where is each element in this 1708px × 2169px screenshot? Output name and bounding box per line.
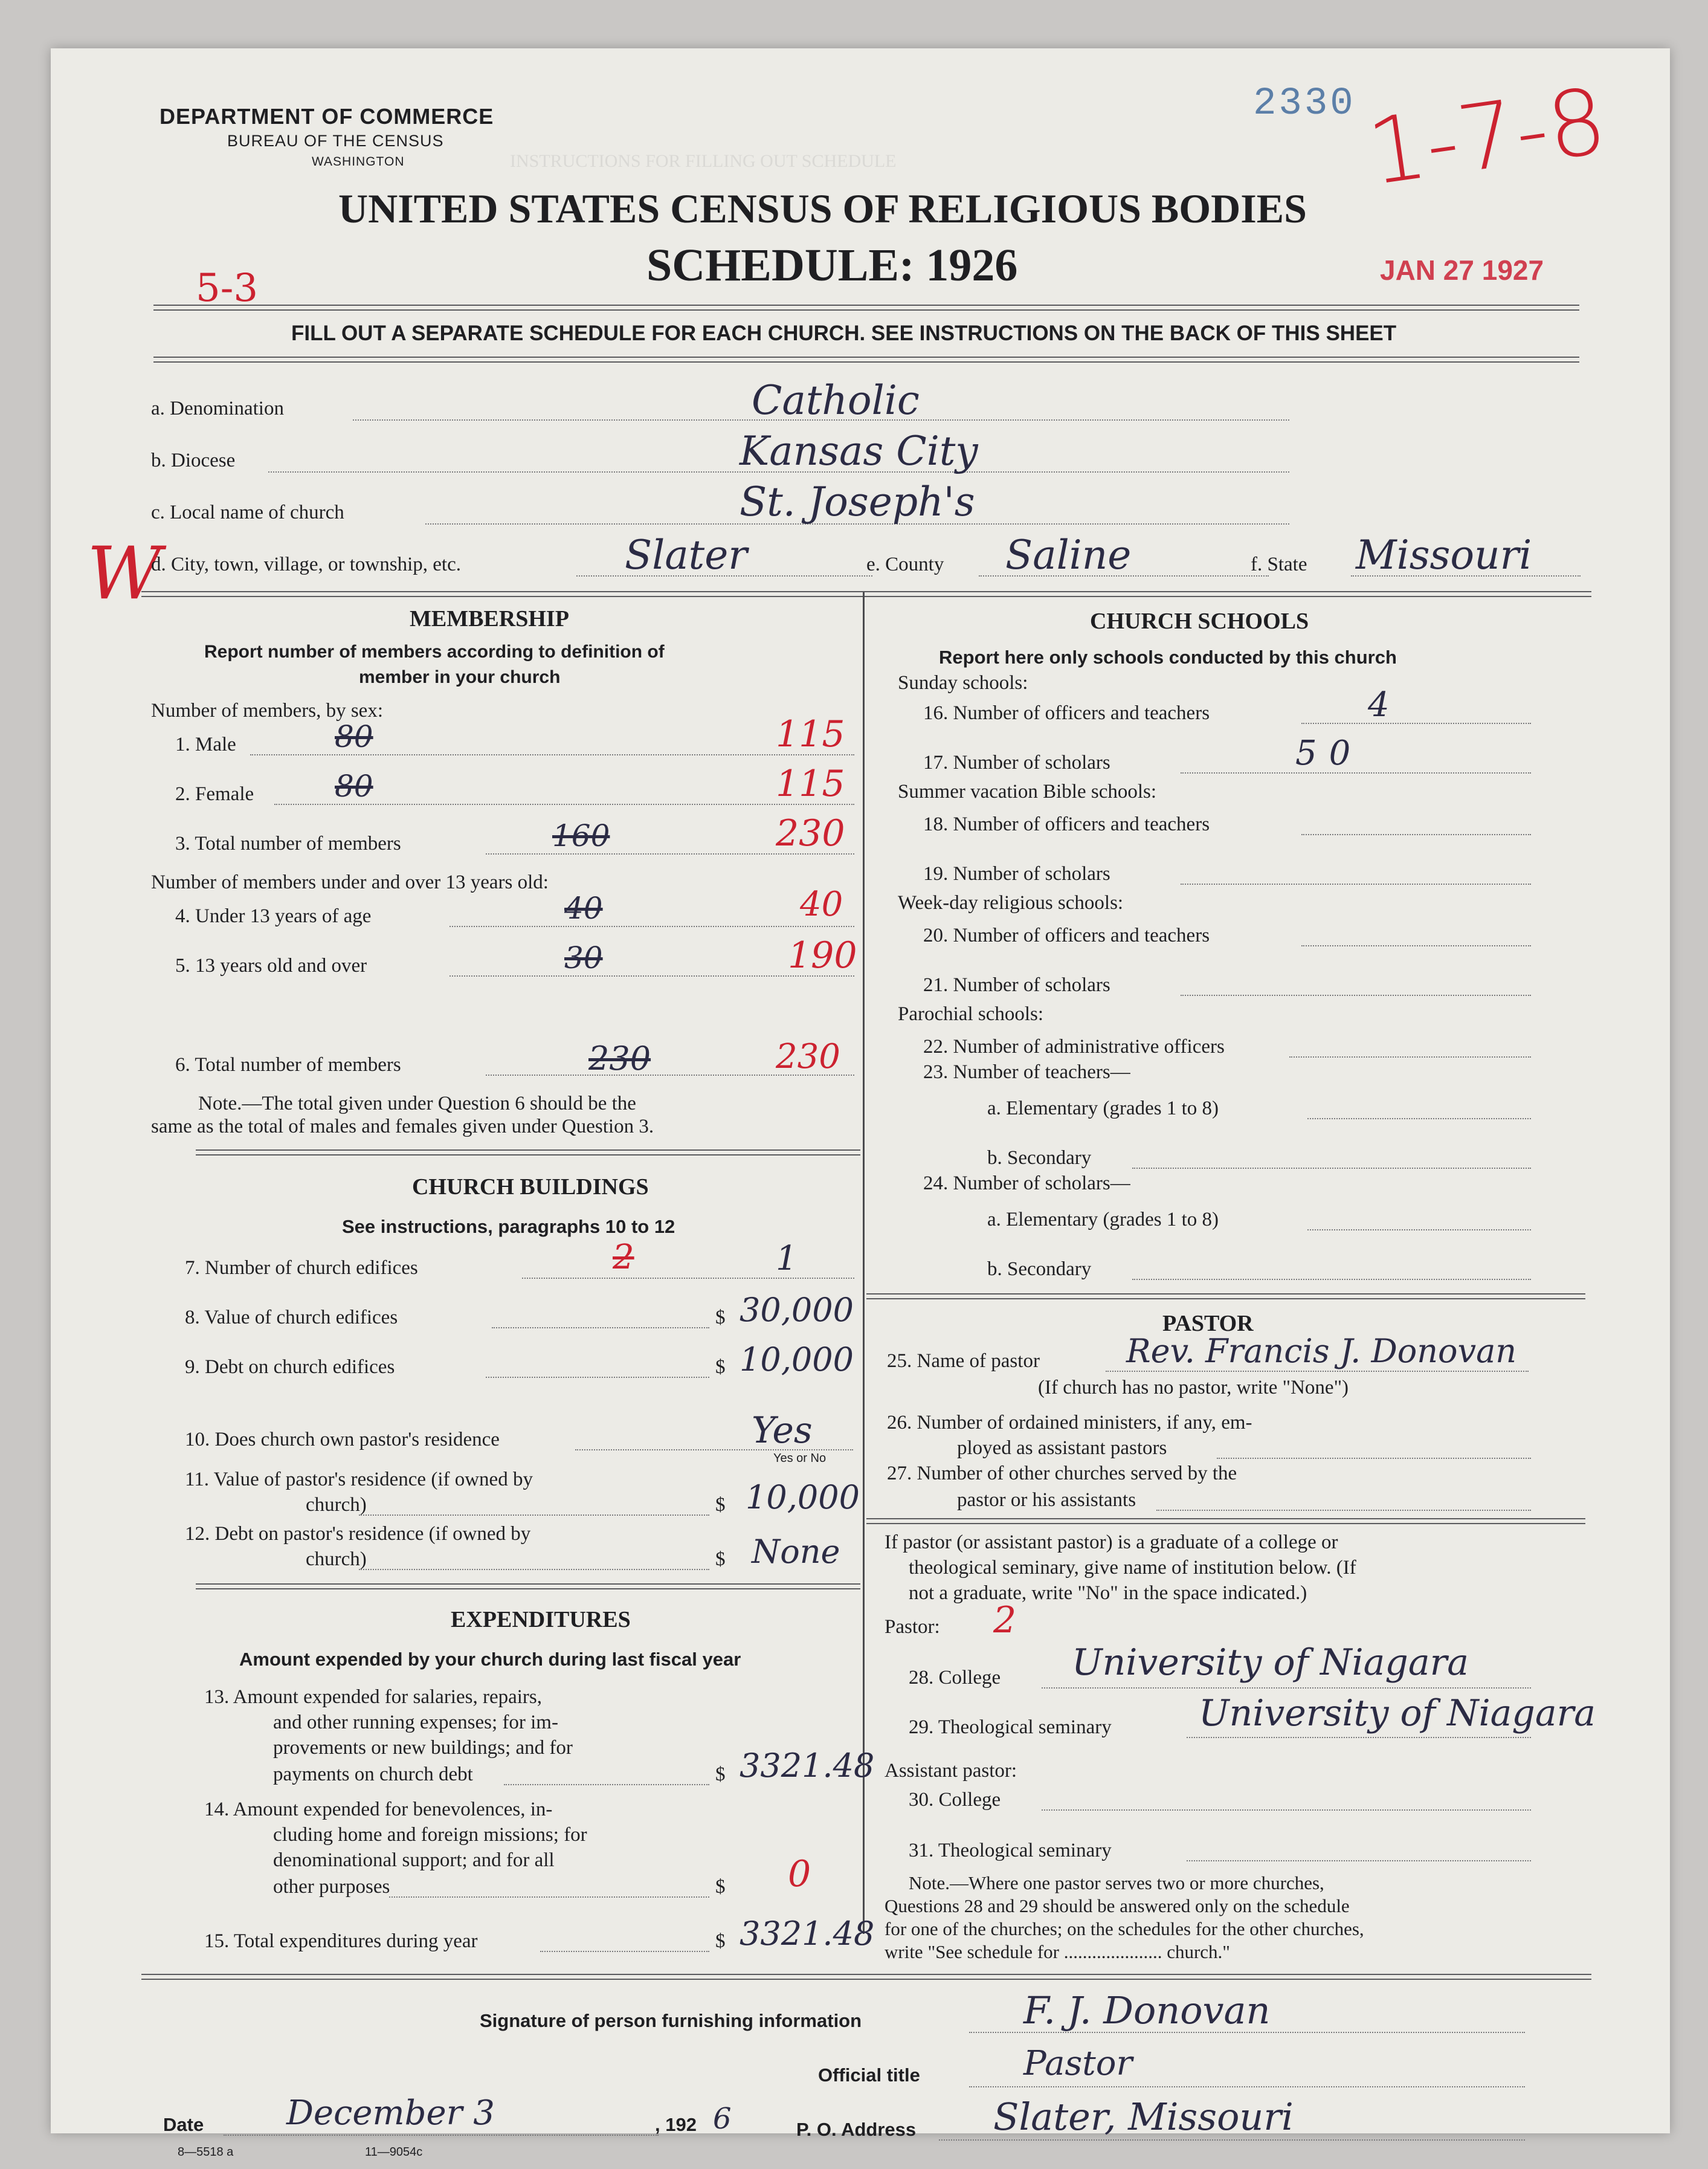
church-name-label: c. Local name of church	[151, 502, 344, 523]
q16-label: 16. Number of officers and teachers	[923, 702, 1210, 724]
q24b-label: b. Secondary	[987, 1258, 1092, 1280]
q10-yes-no-hint: Yes or No	[773, 1452, 827, 1465]
q29-label: 29. Theological seminary	[909, 1716, 1112, 1738]
q1-male-label: 1. Male	[175, 734, 236, 755]
pastor-heading: PASTOR	[1162, 1311, 1254, 1336]
diocese-value: Kansas City	[740, 428, 978, 474]
q29-seminary-value: University of Niagara	[1199, 1692, 1596, 1734]
graduate-instruction-line3: not a graduate, write "No" in the space indicated.)	[909, 1582, 1307, 1604]
membership-sub1: Report number of members according to definition of	[204, 642, 665, 662]
q9-value: 10,000	[740, 1340, 854, 1379]
q15-value: 3321.48	[740, 1915, 875, 1953]
q2-female-value: 115	[776, 763, 845, 805]
q9-dollar-sign: $	[715, 1356, 726, 1378]
q23b-label: b. Secondary	[987, 1147, 1092, 1169]
graduate-instruction-line1: If pastor (or assistant pastor) is a graduate of a college or	[885, 1531, 1338, 1553]
q12-dollar-sign: $	[715, 1548, 726, 1570]
q11-dollar-sign: $	[715, 1494, 726, 1516]
q5-crossed-value: 30	[564, 940, 603, 975]
q25-note: (If church has no pastor, write "None")	[1038, 1377, 1349, 1398]
county-label: e. County	[866, 554, 944, 575]
membership-note-line1: Note.—The total given under Question 6 should be the	[198, 1093, 636, 1114]
q13-line3: provements or new buildings; and for	[273, 1737, 573, 1759]
q28-label: 28. College	[909, 1667, 1001, 1689]
q10-residence-value: Yes	[752, 1409, 813, 1452]
parochial-schools-label: Parochial schools:	[898, 1003, 1044, 1025]
members-by-age-label: Number of members under and over 13 years old:	[151, 871, 549, 893]
red-margin-code: 5-3	[196, 266, 259, 311]
signature-label: Signature of person furnishing information	[480, 2010, 862, 2031]
q31-label: 31. Theological seminary	[909, 1840, 1112, 1861]
q18-label: 18. Number of officers and teachers	[923, 813, 1210, 835]
q17-value: 50	[1295, 734, 1363, 773]
membership-note-line2: same as the total of males and females given under Question 3.	[151, 1116, 654, 1137]
q26-line2: ployed as assistant pastors	[957, 1437, 1167, 1459]
q14-line3: denominational support; and for all	[273, 1849, 555, 1871]
church-buildings-sub: See instructions, paragraphs 10 to 12	[342, 1216, 675, 1237]
q7-crossed-value: 2	[613, 1238, 634, 1277]
year-digit: 6	[713, 2102, 732, 2136]
q13-dollar-sign: $	[715, 1763, 726, 1785]
q1-male-value: 115	[776, 713, 845, 755]
date-value: December 3	[286, 2093, 495, 2133]
q25-label: 25. Name of pastor	[887, 1350, 1040, 1372]
church-buildings-heading: CHURCH BUILDINGS	[412, 1174, 649, 1200]
q5-over13-value: 190	[788, 934, 857, 977]
diocese-label: b. Diocese	[151, 450, 236, 471]
city-label: d. City, town, village, or township, etc.	[151, 554, 461, 575]
q2-female-label: 2. Female	[175, 783, 254, 805]
print-number: 11—9054c	[365, 2145, 423, 2159]
q12-label-line1: 12. Debt on pastor's residence (if owned by	[185, 1523, 531, 1545]
signature-value: F. J. Donovan	[1023, 1988, 1271, 2032]
schedule-title: SCHEDULE: 1926	[646, 240, 1018, 291]
county-value: Saline	[1005, 532, 1132, 578]
q9-debt-label: 9. Debt on church edifices	[185, 1356, 395, 1378]
q11-label-line1: 11. Value of pastor's residence (if owned by	[185, 1469, 533, 1490]
q6-total-value: 230	[776, 1037, 840, 1076]
q6-total-label: 6. Total number of members	[175, 1054, 401, 1076]
q23-label: 23. Number of teachers—	[923, 1061, 1130, 1083]
city-value: Slater	[625, 532, 747, 578]
q10-residence-label: 10. Does church own pastor's residence	[185, 1429, 500, 1450]
membership-heading: MEMBERSHIP	[410, 606, 569, 632]
q14-dollar-sign: $	[715, 1876, 726, 1898]
denomination-value: Catholic	[752, 377, 920, 424]
q30-label: 30. College	[909, 1789, 1001, 1811]
q4-crossed-value: 40	[564, 891, 603, 926]
q25-pastor-name: Rev. Francis J. Donovan	[1126, 1332, 1517, 1370]
q3-total-label: 3. Total number of members	[175, 833, 401, 855]
sunday-schools-label: Sunday schools:	[898, 672, 1028, 694]
q16-value: 4	[1368, 685, 1390, 725]
city-label: WASHINGTON	[312, 155, 405, 169]
pastor-note-line4: write "See schedule for ..................... church."	[885, 1941, 1230, 1962]
q7-edifices-value: 1	[776, 1239, 798, 1278]
q19-label: 19. Number of scholars	[923, 863, 1110, 885]
pastor-note-line3: for one of the churches; on the schedules for the other churches,	[885, 1918, 1364, 1939]
graduate-instruction-line2: theological seminary, give name of institution below. (If	[909, 1557, 1356, 1579]
form-number: 8—5518 a	[178, 2145, 234, 2159]
q20-label: 20. Number of officers and teachers	[923, 925, 1210, 946]
church-schools-sub: Report here only schools conducted by this church	[939, 647, 1397, 668]
q17-label: 17. Number of scholars	[923, 752, 1110, 774]
official-title-label: Official title	[818, 2064, 920, 2086]
q15-dollar-sign: $	[715, 1930, 726, 1952]
pastor-note-line1: Note.—Where one pastor serves two or more churches,	[909, 1872, 1324, 1893]
church-name-value: St. Joseph's	[740, 479, 975, 525]
q23a-label: a. Elementary (grades 1 to 8)	[987, 1097, 1219, 1119]
pastor-education-label: Pastor:	[885, 1616, 940, 1638]
q5-over13-label: 5. 13 years old and over	[175, 955, 367, 977]
q26-line1: 26. Number of ordained ministers, if any, em-	[887, 1412, 1252, 1434]
assistant-pastor-label: Assistant pastor:	[885, 1760, 1017, 1782]
q14-line2: cluding home and foreign missions; for	[273, 1824, 587, 1846]
q13-value: 3321.48	[740, 1747, 875, 1785]
expenditures-sub: Amount expended by your church during last fiscal year	[239, 1649, 741, 1670]
expenditures-heading: EXPENDITURES	[451, 1607, 631, 1632]
red-corner-code: 1-7-8	[1361, 68, 1613, 206]
q3-total-value: 230	[776, 812, 845, 855]
bleed-through-text: INSTRUCTIONS FOR FILLING OUT SCHEDULE	[510, 151, 897, 171]
q15-total-label: 15. Total expenditures during year	[204, 1930, 478, 1952]
q4-under13-label: 4. Under 13 years of age	[175, 905, 372, 927]
year-prefix: , 192	[655, 2114, 697, 2135]
church-schools-heading: CHURCH SCHOOLS	[1090, 609, 1309, 634]
bureau-label: BUREAU OF THE CENSUS	[227, 132, 444, 150]
department-label: DEPARTMENT OF COMMERCE	[160, 104, 494, 129]
members-by-sex-label: Number of members, by sex:	[151, 700, 383, 722]
q27-line1: 27. Number of other churches served by the	[887, 1463, 1237, 1484]
q11-value: 10,000	[746, 1478, 860, 1516]
q12-label-line2: church)	[306, 1548, 367, 1570]
q6-crossed-value: 230	[588, 1039, 651, 1078]
weekday-schools-label: Week-day religious schools:	[898, 892, 1124, 914]
po-address-label: P. O. Address	[796, 2119, 917, 2140]
q28-college-value: University of Niagara	[1072, 1641, 1469, 1684]
official-title-value: Pastor	[1023, 2044, 1133, 2083]
q14-line4: other purposes	[273, 1876, 390, 1898]
q21-label: 21. Number of scholars	[923, 974, 1110, 996]
membership-sub2: member in your church	[359, 667, 561, 687]
q8-value-label: 8. Value of church edifices	[185, 1307, 398, 1328]
form-title: UNITED STATES CENSUS OF RELIGIOUS BODIES	[338, 186, 1307, 231]
q13-line2: and other running expenses; for im-	[273, 1712, 558, 1733]
date-label: Date	[163, 2114, 204, 2135]
q8-dollar-sign: $	[715, 1307, 726, 1328]
separate-schedule-instruction: FILL OUT A SEPARATE SCHEDULE FOR EACH CHURCH. SEE INSTRUCTIONS ON THE BACK OF THIS SHEET	[291, 322, 1397, 345]
denomination-label: a. Denomination	[151, 398, 284, 419]
red-w-mark: W	[87, 532, 162, 616]
stamp-number: 2330	[1253, 82, 1356, 126]
state-label: f. State	[1251, 554, 1307, 575]
q13-line1: 13. Amount expended for salaries, repairs,	[204, 1686, 543, 1708]
q12-value: None	[752, 1533, 840, 1571]
q24-label: 24. Number of scholars—	[923, 1172, 1130, 1194]
q13-line4: payments on church debt	[273, 1763, 473, 1785]
q2-crossed-value: 80	[335, 769, 373, 804]
q1-crossed-value: 80	[335, 719, 373, 754]
q22-label: 22. Number of administrative officers	[923, 1036, 1225, 1058]
q7-edifices-label: 7. Number of church edifices	[185, 1257, 418, 1279]
received-date-stamp: JAN 27 1927	[1380, 254, 1544, 286]
state-value: Missouri	[1356, 532, 1532, 578]
q11-label-line2: church)	[306, 1494, 367, 1516]
q14-value: 0	[788, 1853, 811, 1895]
census-schedule-sheet	[51, 48, 1670, 2159]
pastor-note-line2: Questions 28 and 29 should be answered only on the schedule	[885, 1895, 1350, 1916]
q8-value: 30,000	[740, 1291, 854, 1329]
po-address-value: Slater, Missouri	[993, 2095, 1294, 2139]
q27-line2: pastor or his assistants	[957, 1489, 1136, 1511]
pastor-red-mark: 2	[993, 1599, 1017, 1641]
summer-schools-label: Summer vacation Bible schools:	[898, 781, 1157, 803]
q14-line1: 14. Amount expended for benevolences, in-	[204, 1799, 553, 1820]
q4-under13-value: 40	[800, 885, 843, 924]
q3-crossed-value: 160	[552, 818, 610, 853]
q24a-label: a. Elementary (grades 1 to 8)	[987, 1209, 1219, 1230]
